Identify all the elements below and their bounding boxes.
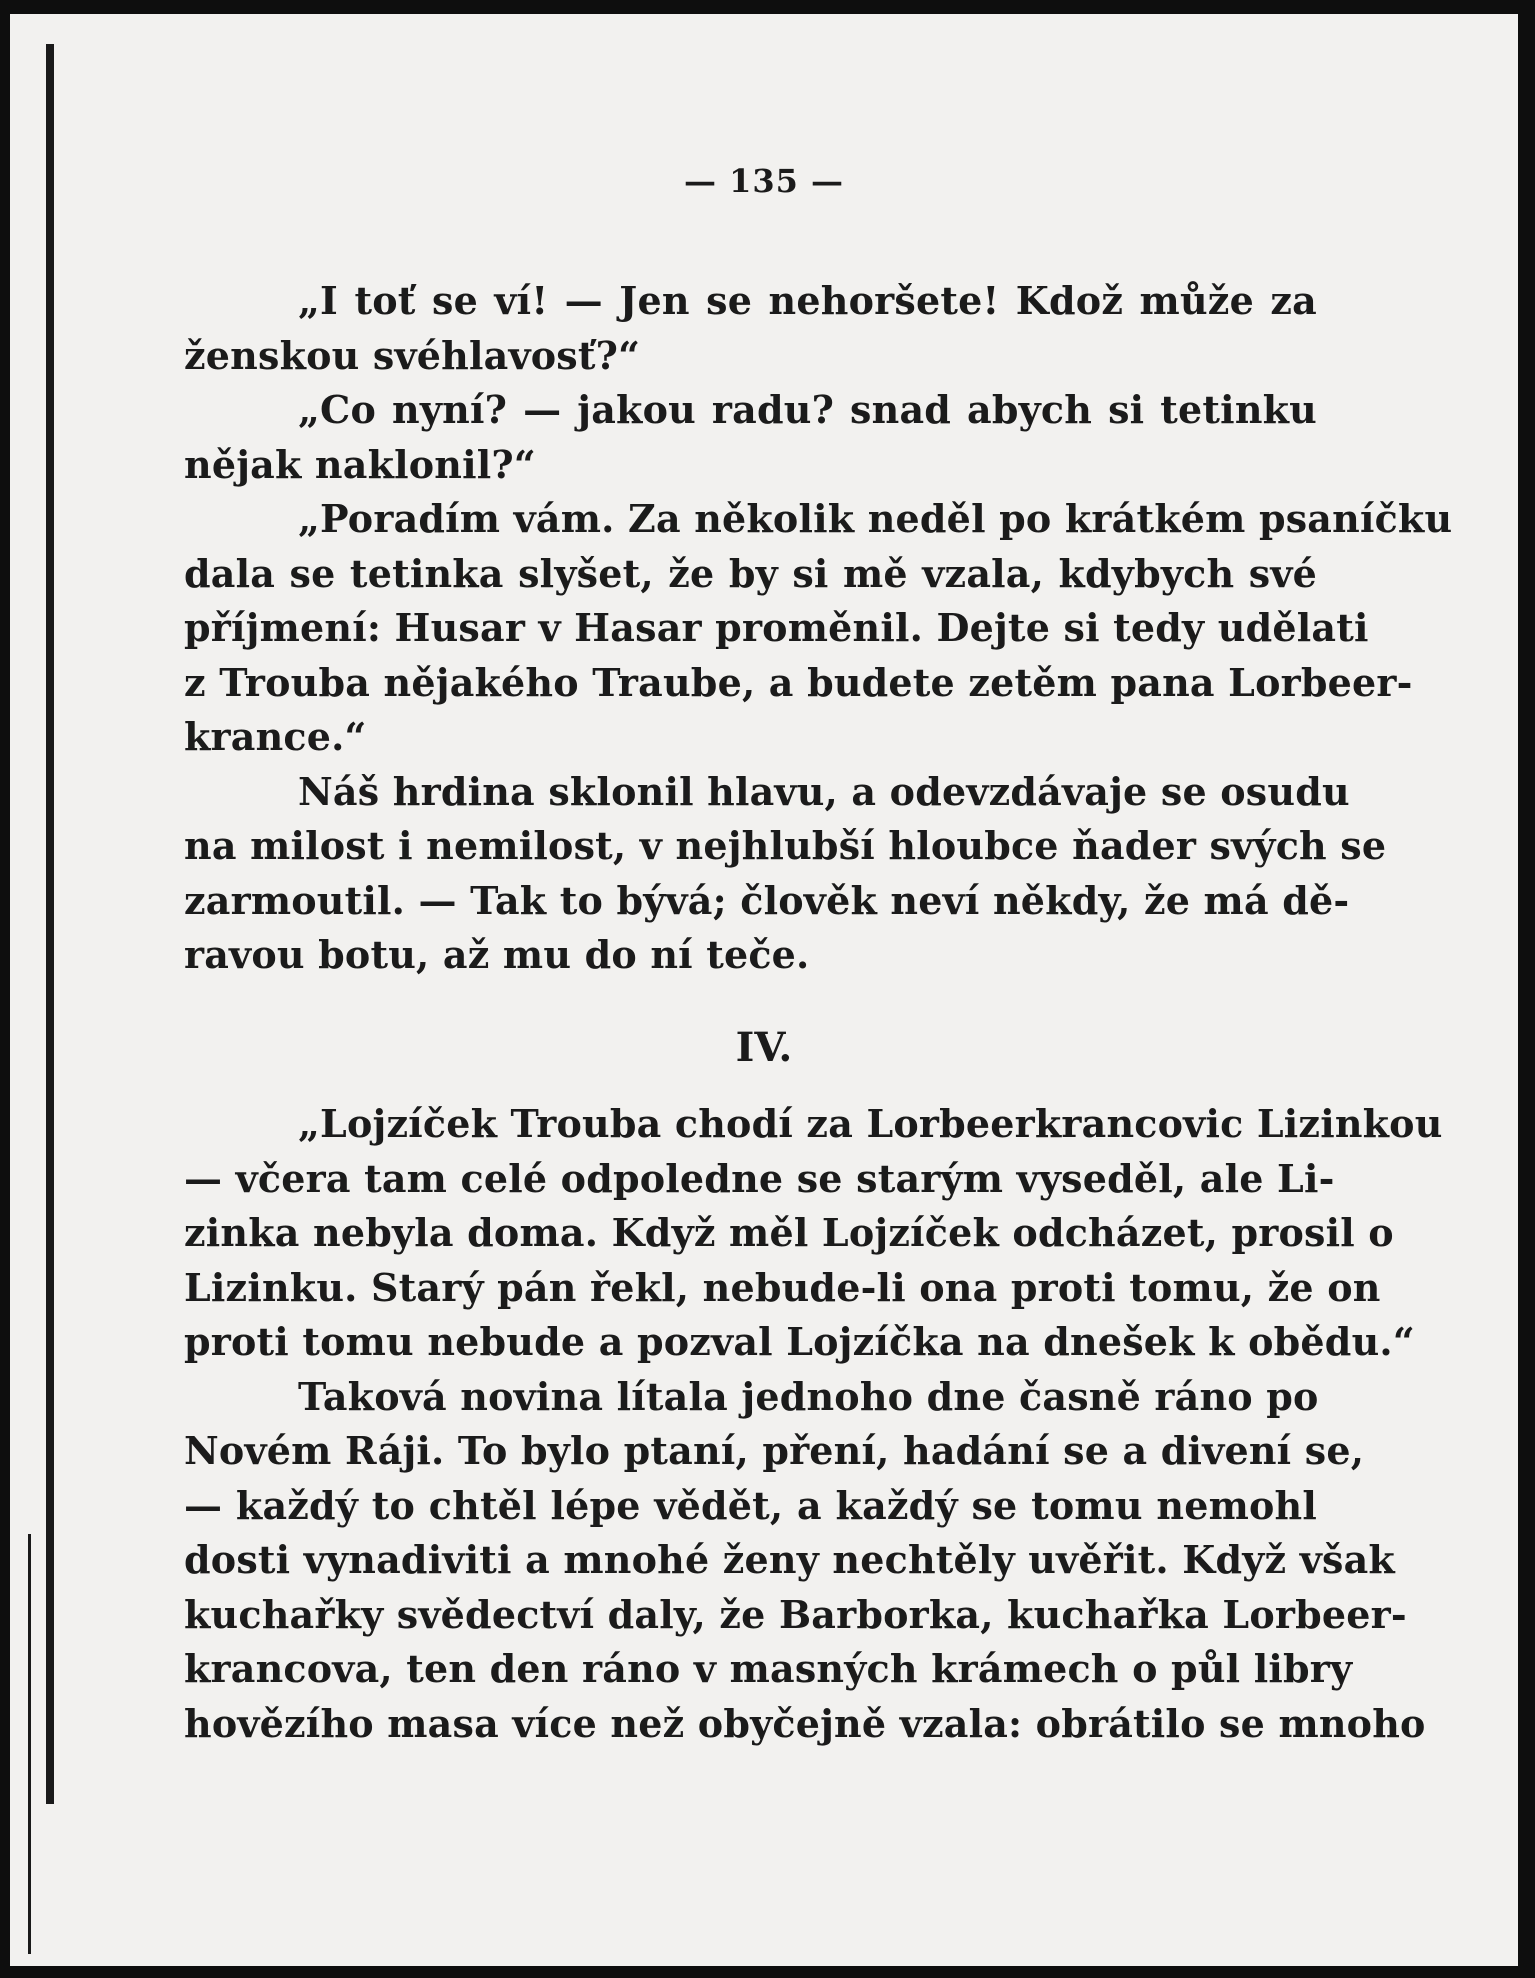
page-number: — 135 —: [683, 162, 845, 200]
text-line: na milost i nemilost, v nejhlubší hloubce ňader svých se: [184, 823, 1387, 868]
text-line: kuchařky svědectví daly, že Barborka, kuchařka Lorbeer-: [184, 1591, 1407, 1637]
text-line: Taková novina lítala jednoho dne časně ráno po: [298, 1373, 1319, 1419]
text-line: — každý to chtěl lépe vědět, a každý se tomu nemohl: [184, 1482, 1317, 1528]
text-line: nějak naklonil?“: [184, 441, 536, 487]
text-line: „Lojzíček Trouba chodí za Lorbeerkrancovic Lizinkou: [298, 1101, 1443, 1146]
text-line: Náš hrdina sklonil hlavu, a odevzdávaje se osudu: [298, 768, 1350, 814]
text-line: zinka nebyla doma. Když měl Lojzíček odcházet, prosil o: [184, 1210, 1394, 1255]
text-line: dosti vynadiviti a mnohé ženy nechtěly uvěřit. Když však: [184, 1537, 1395, 1582]
text-line: hovězího masa více než obyčejně vzala: obrátilo se mnoho: [184, 1700, 1426, 1746]
text-line: ženskou svéhlavosť?“: [184, 332, 641, 378]
page-spine-edge: [46, 44, 54, 1804]
text-line: proti tomu nebude a pozval Lojzíčka na dnešek k obědu.“: [184, 1319, 1415, 1364]
text-line: krance.“: [184, 714, 367, 759]
text-block-top: [184, 274, 1453, 983]
text-line: krancova, ten den ráno v masných krámech o půl libry: [184, 1646, 1353, 1691]
text-line: „Poradím vám. Za několik neděl po krátkém psaníčku: [298, 496, 1453, 541]
text-line: zarmoutil. — Tak to bývá; člověk neví někdy, že má dě-: [184, 877, 1350, 923]
text-line: z Trouba nějakého Traube, a budete zetěm pana Lorbeer-: [184, 659, 1413, 705]
text-line: Lizinku. Starý pán řekl, nebude-li ona proti tomu, že on: [184, 1264, 1381, 1310]
text-line: „I toť se ví! — Jen se nehoršete! Kdož může za: [298, 278, 1317, 323]
text-line: dala se tetinka slyšet, že by si mě vzala, kdybych své: [184, 550, 1317, 596]
text-line: Novém Ráji. To bylo ptaní, pření, hadání se a divení se,: [184, 1428, 1365, 1473]
book-page: [10, 14, 1518, 1966]
text-line: příjmení: Husar v Hasar proměnil. Dejte si tedy udělati: [184, 605, 1369, 650]
text-line: „Co nyní? — jakou radu? snad abych si tetinku: [298, 387, 1317, 432]
section-heading: IV.: [735, 1024, 793, 1071]
text-line: ravou botu, až mu do ní teče.: [184, 932, 810, 977]
page-spine-edge-thin: [28, 1534, 31, 1954]
text-line: — včera tam celé odpoledne se starým vyseděl, ale Li-: [184, 1155, 1335, 1201]
text-block-bottom: [184, 1097, 1443, 1751]
